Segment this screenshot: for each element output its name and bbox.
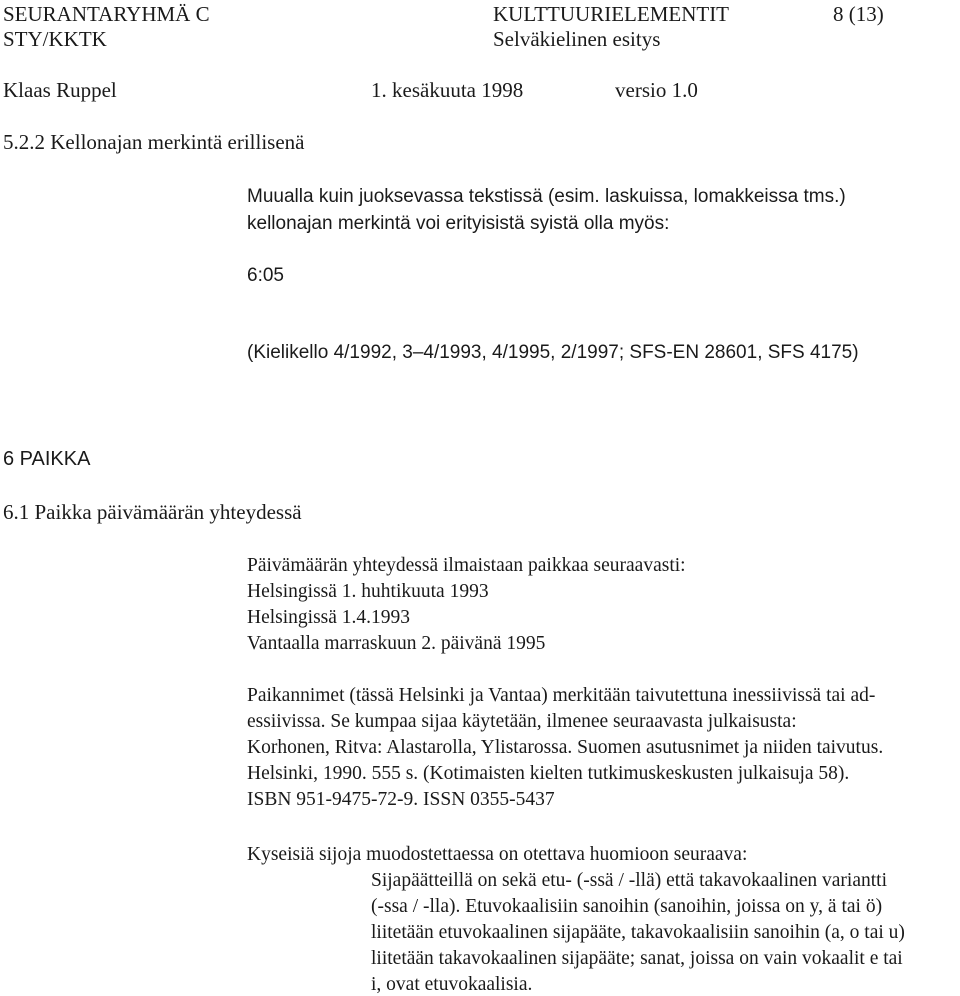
note-line: Sijapäätteillä on sekä etu- (-ssä / -llä) että takavokaalinen variantti — [371, 870, 887, 891]
paragraph-line: ISBN 951-9475-72-9. ISSN 0355-5437 — [247, 789, 555, 810]
header-doc-subtitle: Selväkielinen esitys — [493, 27, 661, 51]
paragraph-line: Paikannimet (tässä Helsinki ja Vantaa) merkitään taivutettuna inessiivissä tai ad- — [247, 685, 876, 706]
section-heading-6: 6 PAIKKA — [3, 448, 91, 470]
header-org-line2: STY/KKTK — [3, 27, 107, 51]
header-author: Klaas Ruppel — [3, 78, 117, 102]
sources-line: (Kielikello 4/1992, 3–4/1993, 4/1995, 2/1997; SFS-EN 28601, SFS 4175) — [247, 342, 859, 363]
example-line: Vantaalla marraskuun 2. päivänä 1995 — [247, 633, 546, 654]
header-doc-title: KULTTUURIELEMENTIT — [493, 2, 730, 26]
example-line: Helsingissä 1. huhtikuuta 1993 — [247, 581, 489, 602]
example-line: Helsingissä 1.4.1993 — [247, 607, 411, 628]
note-line: liitetään takavokaalinen sijapääte; sanat, joissa on vain vokaalit e tai — [371, 948, 903, 969]
body-line: Päivämäärän yhteydessä ilmaistaan paikkaa seuraavasti: — [247, 555, 686, 576]
time-example: 6:05 — [247, 265, 284, 286]
header-date: 1. kesäkuuta 1998 — [371, 78, 524, 102]
note-line: (-ssa / -lla). Etuvokaalisiin sanoihin (sanoihin, joissa on y, ä tai ö) — [371, 896, 883, 917]
body-line: kellonajan merkintä voi erityisistä syistä olla myös: — [247, 213, 670, 234]
note-intro: Kyseisiä sijoja muodostettaessa on otettava huomioon seuraava: — [247, 844, 748, 865]
body-line: Muualla kuin juoksevassa tekstissä (esim. laskuissa, lomakkeissa tms.) — [247, 186, 846, 207]
paragraph-line: Korhonen, Ritva: Alastarolla, Ylistarossa. Suomen asutusnimet ja niiden taivutus. — [247, 737, 884, 758]
note-line: liitetään etuvokaalinen sijapääte, takavokaalisiin sanoihin (a, o tai u) — [371, 922, 905, 943]
header-version: versio 1.0 — [615, 78, 698, 102]
section-heading: 5.2.2 Kellonajan merkintä erillisenä — [3, 130, 305, 154]
note-line: i, ovat etuvokaalisia. — [371, 974, 533, 995]
section-heading: 6.1 Paikka päivämäärän yhteydessä — [3, 500, 302, 524]
header-org-line1: SEURANTARYHMÄ C — [3, 2, 210, 26]
paragraph-line: essiivissa. Se kumpaa sijaa käytetään, ilmenee seuraavasta julkaisusta: — [247, 711, 797, 732]
paragraph-line: Helsinki, 1990. 555 s. (Kotimaisten kielten tutkimuskeskusten julkaisuja 58). — [247, 763, 850, 784]
header-page-number: 8 (13) — [833, 2, 884, 26]
